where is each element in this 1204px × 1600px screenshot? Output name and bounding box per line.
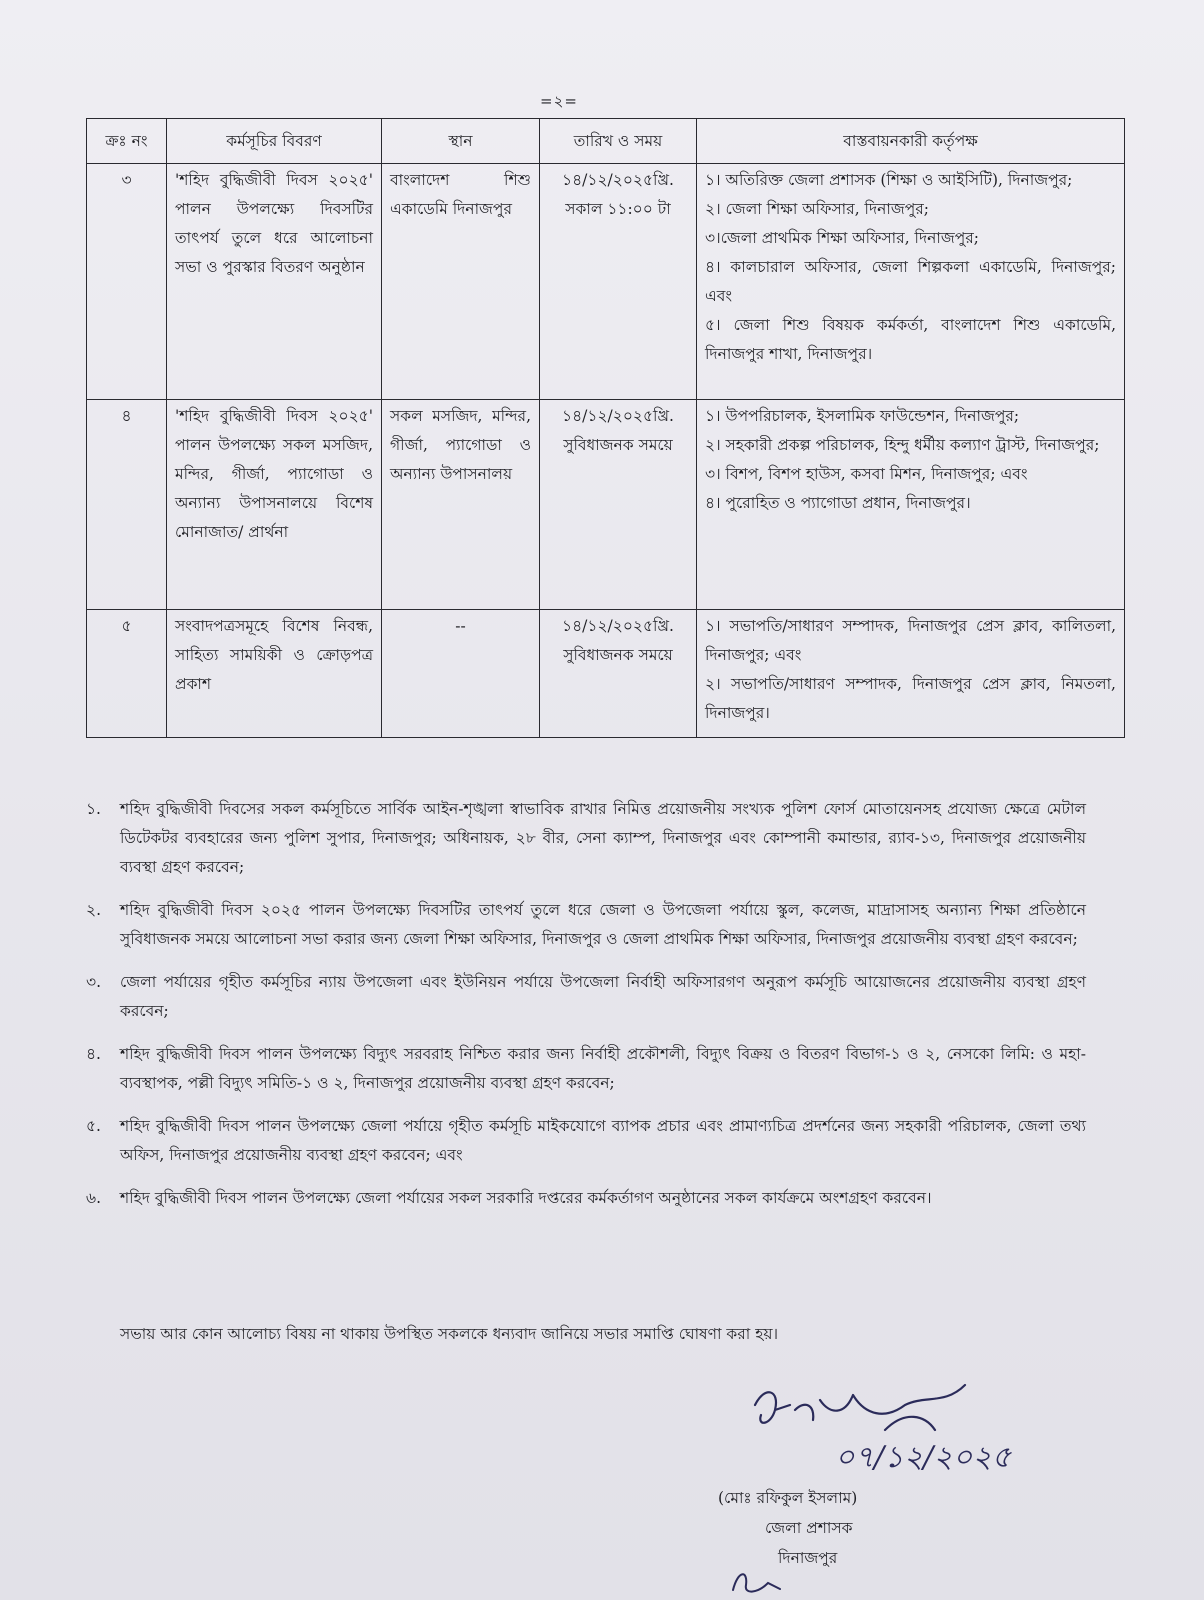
handwritten-initial [728, 1565, 788, 1600]
list-item-text: শহিদ বুদ্ধিজীবী দিবস পালন উপলক্ষ্যে বিদ্যুৎ সরবরাহ নিশ্চিত করার জন্য নির্বাহী প্রকৌশলী, বিদ্যুৎ বিক্রয় ও বিতরণ বিভাগ-১ ও ২, নেসকো লিমি: ও মহা-ব্যবস্থাপক, পল্লী বিদ্যুৎ সমিতি-১ ও ২, দিনাজপুর প্রয়োজনীয় ব্যবস্থা গ্রহণ করবেন; [120, 1045, 1086, 1092]
row-date: ১৪/১২/২০২৫খ্রি. সকাল ১১:০০ টা [540, 164, 697, 400]
row-description: 'শহিদ বুদ্ধিজীবী দিবস ২০২৫' পালন উপলক্ষ্যে দিবসটির তাৎপর্য তুলে ধরে আলোচনা সভা ও পুরস্কার বিতরণ অনুষ্ঠান [167, 164, 382, 400]
list-item [86, 1040, 1086, 1098]
list-item [86, 795, 1086, 882]
authority-item: ৪। পুরোহিত ও প্যাগোডা প্রধান, দিনাজপুর। [705, 494, 971, 512]
list-item-number: ৪. [86, 1045, 101, 1063]
list-item-text: শহিদ বুদ্ধিজীবী দিবসের সকল কর্মসূচিতে সার্বিক আইন-শৃঙ্খলা স্বাভাবিক রাখার নিমিত্ত প্রয়োজনীয় সংখ্যক পুলিশ ফোর্স মোতায়েনসহ প্রযোজ্য ক্ষেত্রে মেটাল ডিটেকটর ব্যবহারের জন্য পুলিশ সুপার, দিনাজপুর; অধিনায়ক, ২৮ বীর, সেনা ক্যাম্প, দিনাজপুর এবং কোম্পানী কমান্ডার, র‍্যাব-১৩, দিনাজপুর প্রয়োজনীয় ব্যবস্থা গ্রহণ করবেন; [120, 800, 1086, 876]
header-date-time: তারিখ ও সময় [540, 119, 697, 164]
list-item-number: ২. [86, 901, 102, 919]
list-item [86, 1112, 1086, 1170]
signature-date: ০৭/১২/২০২৫ [835, 1440, 1012, 1475]
row-serial: ৫ [87, 610, 167, 738]
row-serial: ৩ [87, 164, 167, 400]
list-item-number: ৩. [86, 973, 102, 991]
list-item [86, 968, 1086, 1026]
table-row [87, 164, 1125, 400]
list-item-text: শহিদ বুদ্ধিজীবী দিবস ২০২৫ পালন উপলক্ষ্যে দিবসটির তাৎপর্য তুলে ধরে জেলা ও উপজেলা পর্যায়ে স্কুল, কলেজ, মাদ্রাসাসহ অন্যান্য শিক্ষা প্রতিষ্ঠানে সুবিধাজনক সময়ে আলোচনা সভা করার জন্য জেলা শিক্ষা অফিসার, দিনাজপুর ও জেলা প্রাথমিক শিক্ষা অফিসার, দিনাজপুর প্রয়োজনীয় ব্যবস্থা গ্রহণ করবেন; [120, 901, 1086, 948]
row-date: ১৪/১২/২০২৫খ্রি. সুবিধাজনক সময়ে [540, 400, 697, 610]
row-place: বাংলাদেশ শিশু একাডেমি দিনাজপুর [382, 164, 540, 400]
table-header-row [87, 119, 1125, 164]
table-row [87, 400, 1125, 610]
list-item [86, 896, 1086, 954]
signatory-designation: জেলা প্রশাসক [765, 1519, 853, 1537]
row-description: 'শহিদ বুদ্ধিজীবী দিবস ২০২৫' পালন উপলক্ষ্যে সকল মসজিদ, মন্দির, গীর্জা, প্যাগোডা ও অন্যান্য উপাসনালয়ে বিশেষ মোনাজাত/ প্রার্থনা [167, 400, 382, 610]
row-authority [697, 400, 1125, 610]
list-item-text: জেলা পর্যায়ের গৃহীত কর্মসূচির ন্যায় উপজেলা এবং ইউনিয়ন পর্যায়ে উপজেলা নির্বাহী অফিসারগণ অনুরূপ কর্মসূচি আয়োজনের প্রয়োজনীয় ব্যবস্থা গ্রহণ করবেন; [120, 973, 1086, 1020]
instruction-list [86, 795, 1086, 1227]
authority-item: ১। সভাপতি/সাধারণ সম্পাদক, দিনাজপুর প্রেস ক্লাব, কালিতলা, দিনাজপুর; এবং [705, 617, 1116, 664]
list-item-text: শহিদ বুদ্ধিজীবী দিবস পালন উপলক্ষ্যে জেলা পর্যায়ের সকল সরকারি দপ্তরের কর্মকর্তাগণ অনুষ্ঠানের সকল কার্যক্রমে অংশগ্রহণ করবেন। [120, 1189, 932, 1207]
closing-statement: সভায় আর কোন আলোচ্য বিষয় না থাকায় উপস্থিত সকলকে ধন্যবাদ জানিয়ে সভার সমাপ্তি ঘোষণা করা হয়। [120, 1325, 779, 1343]
signatory-name: (মোঃ রফিকুল ইসলাম) [718, 1489, 858, 1507]
row-date: ১৪/১২/২০২৫খ্রি. সুবিধাজনক সময়ে [540, 610, 697, 738]
signatory-place: দিনাজপুর [778, 1549, 838, 1567]
header-authority: বাস্তবায়নকারী কর্তৃপক্ষ [697, 119, 1125, 164]
programme-table [86, 118, 1125, 738]
header-place: স্থান [382, 119, 540, 164]
list-item [86, 1184, 1086, 1213]
row-serial: ৪ [87, 400, 167, 610]
row-authority [697, 164, 1125, 400]
authority-item: ৩। বিশপ, বিশপ হাউস, কসবা মিশন, দিনাজপুর; এবং [705, 465, 1028, 483]
authority-item: ২। সভাপতি/সাধারণ সম্পাদক, দিনাজপুর প্রেস ক্লাব, নিমতলা, দিনাজপুর। [705, 675, 1116, 722]
page-number: =২= [540, 92, 578, 110]
row-place: -- [382, 610, 540, 738]
row-place: সকল মসজিদ, মন্দির, গীর্জা, প্যাগোডা ও অন্যান্য উপাসনালয় [382, 400, 540, 610]
row-authority [697, 610, 1125, 738]
authority-item: ২। জেলা শিক্ষা অফিসার, দিনাজপুর; [705, 200, 930, 218]
header-description: কর্মসূচির বিবরণ [167, 119, 382, 164]
list-item-number: ৫. [86, 1117, 101, 1135]
authority-item: ২। সহকারী প্রকল্প পরিচালক, হিন্দু ধর্মীয় কল্যাণ ট্রাস্ট, দিনাজপুর; [705, 436, 1100, 454]
handwritten-signature [735, 1375, 1115, 1485]
authority-item: ৫। জেলা শিশু বিষয়ক কর্মকর্তা, বাংলাদেশ শিশু একাডেমি, দিনাজপুর শাখা, দিনাজপুর। [705, 316, 1116, 363]
authority-item: ৪। কালচারাল অফিসার, জেলা শিল্পকলা একাডেমি, দিনাজপুর; এবং [705, 258, 1116, 305]
list-item-number: ১. [86, 800, 101, 818]
table-row [87, 610, 1125, 738]
list-item-text: শহিদ বুদ্ধিজীবী দিবস পালন উপলক্ষ্যে জেলা পর্যায়ে গৃহীত কর্মসূচি মাইকযোগে ব্যাপক প্রচার এবং প্রামাণ্যচিত্র প্রদর্শনের জন্য সহকারী পরিচালক, জেলা তথ্য অফিস, দিনাজপুর প্রয়োজনীয় ব্যবস্থা গ্রহণ করবেন; এবং [120, 1117, 1086, 1164]
list-item-number: ৬. [86, 1189, 102, 1207]
row-description: সংবাদপত্রসমূহে বিশেষ নিবন্ধ, সাহিত্য সাময়িকী ও ক্রোড়পত্র প্রকাশ [167, 610, 382, 738]
authority-item: ৩।জেলা প্রাথমিক শিক্ষা অফিসার, দিনাজপুর; [705, 229, 980, 247]
authority-item: ১। অতিরিক্ত জেলা প্রশাসক (শিক্ষা ও আইসিটি), দিনাজপুর; [705, 171, 1073, 189]
header-serial: ক্রঃ নং [87, 119, 167, 164]
authority-item: ১। উপপরিচালক, ইসলামিক ফাউন্ডেশন, দিনাজপুর; [705, 407, 1020, 425]
